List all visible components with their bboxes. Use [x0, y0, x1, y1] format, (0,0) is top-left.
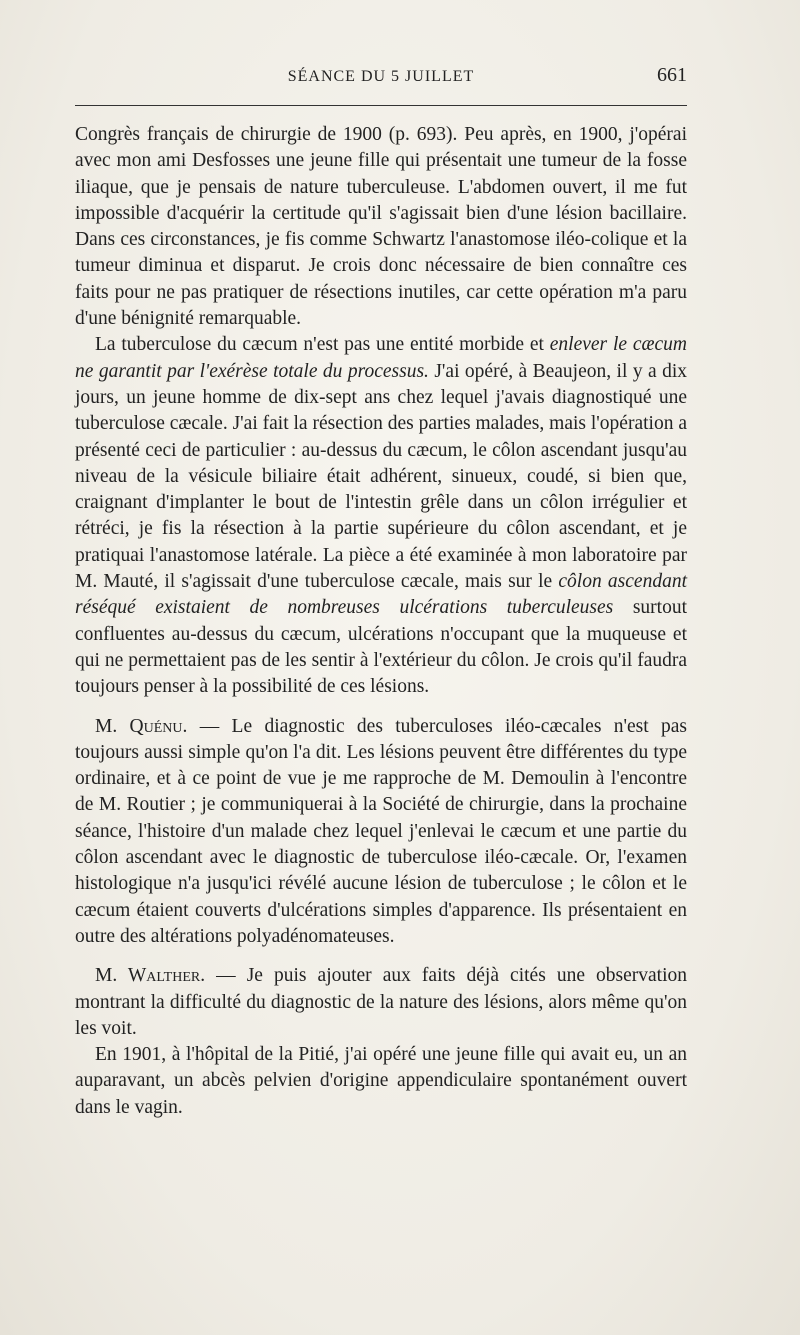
paragraph-2-text-b: J'ai opéré, à Beaujeon, il y a dix jours, un jeune homme de dix-sept ans chez lequel j'avais diagnostiqué une tuberculose cæcale. J'ai fait la résection des parties malades, mais l'opération a présenté ceci de particulier : au-dessus du cæcum, le côlon ascendant jusqu'au niveau de la vésicule biliaire était adhérent, sinueux, coudé, si bien que, craignant d'implanter le bout de l'intestin grêle dans un côlon irrégulier et rétréci, je fis la résection à la partie supérieure du côlon ascendant, et je pratiquai l'anastomose latérale. La pièce a été examinée à mon laboratoire par M. Mauté, il s'agissait d'une tuberculose cæcale, mais sur le: [75, 360, 687, 593]
running-header: [75, 62, 687, 96]
paragraph-quenu-text: — Le diagnostic des tuberculoses iléo-cæcales n'est pas toujours aussi simple qu'on l'a dit. Les lésions peuvent être différentes du type ordinaire, et à ce point de vue je me rapproche de M. Demoulin à l'encontre de M. Routier ; je communiquerai à la Société de chirurgie, dans la prochaine séance, l'histoire d'un malade chez lequel j'enlevai le cæcum et une partie du côlon ascendant avec le diagnostic de tuberculose iléo-cæcale. Or, l'examen histologique n'a jusqu'ici révélé aucune lésion de tuberculose ; le côlon et le cæcum étaient couverts d'ulcérations simples d'apparence. Ils présentaient en outre des altérations polyadénomateuses.: [75, 715, 687, 947]
paragraph-final-text: En 1901, à l'hôpital de la Pitié, j'ai opéré une jeune fille qui avait eu, un an auparavant, un abcès pelvien d'origine appendiculaire spontanément ouvert dans le vagin.: [75, 1044, 687, 1118]
paragraph-2-text-c: surtout confluentes au-dessus du cæcum, ulcérations n'occupant que la muqueuse et qui ne permettaient pas de les sentir à l'extérieur du côlon. Je crois qu'il faudra toujours penser à la possibilité de ces lésions.: [75, 597, 687, 698]
paragraph-2-text-a: La tuberculose du cæcum n'est pas une entité morbide et: [95, 334, 550, 356]
speaker-quenu: M. Quénu.: [95, 715, 188, 737]
paragraph-1-text: Congrès français de chirurgie de 1900 (p. 693). Peu après, en 1900, j'opérai avec mon ami Desfosses une jeune fille qui présentait une tumeur de la fosse iliaque, que je pensais de nature tuberculeuse. L'abdomen ouvert, il me fut impossible d'acquérir la certitude qu'il s'agissait bien d'une lésion bacillaire. Dans ces circonstances, je fis comme Schwartz l'anastomose iléo-colique et la tumeur diminua et disparut. Je crois donc nécessaire de bien connaître ces faits pour ne pas pratiquer de résections inutiles, car cette opération m'a paru d'une bénignité remarquable.: [75, 124, 687, 330]
paragraph-walther-text: — Je puis ajouter aux faits déjà cités une observation montrant la difficulté du diagnostic de la nature des lésions, alors même qu'on les voit.: [75, 965, 687, 1039]
header-rule: [75, 105, 687, 106]
paragraph-quenu: [75, 714, 687, 951]
paragraph-1: [75, 122, 687, 332]
paragraph-final: [75, 1042, 687, 1121]
page-number: 661: [657, 64, 687, 86]
paragraph-2: [75, 332, 687, 700]
paragraph-walther: [75, 963, 687, 1042]
paragraph-2-italic-a: enlever le cæcum ne garantit par l'exérèse totale du processus.: [75, 334, 687, 382]
paragraph-2-italic-b: côlon ascendant réséqué existaient de nombreuses ulcérations tuberculeuses: [75, 571, 687, 619]
header-title: SÉANCE DU 5 JUILLET: [287, 68, 475, 85]
speaker-walther: M. Walther.: [95, 965, 206, 987]
body-text: [75, 122, 687, 1121]
